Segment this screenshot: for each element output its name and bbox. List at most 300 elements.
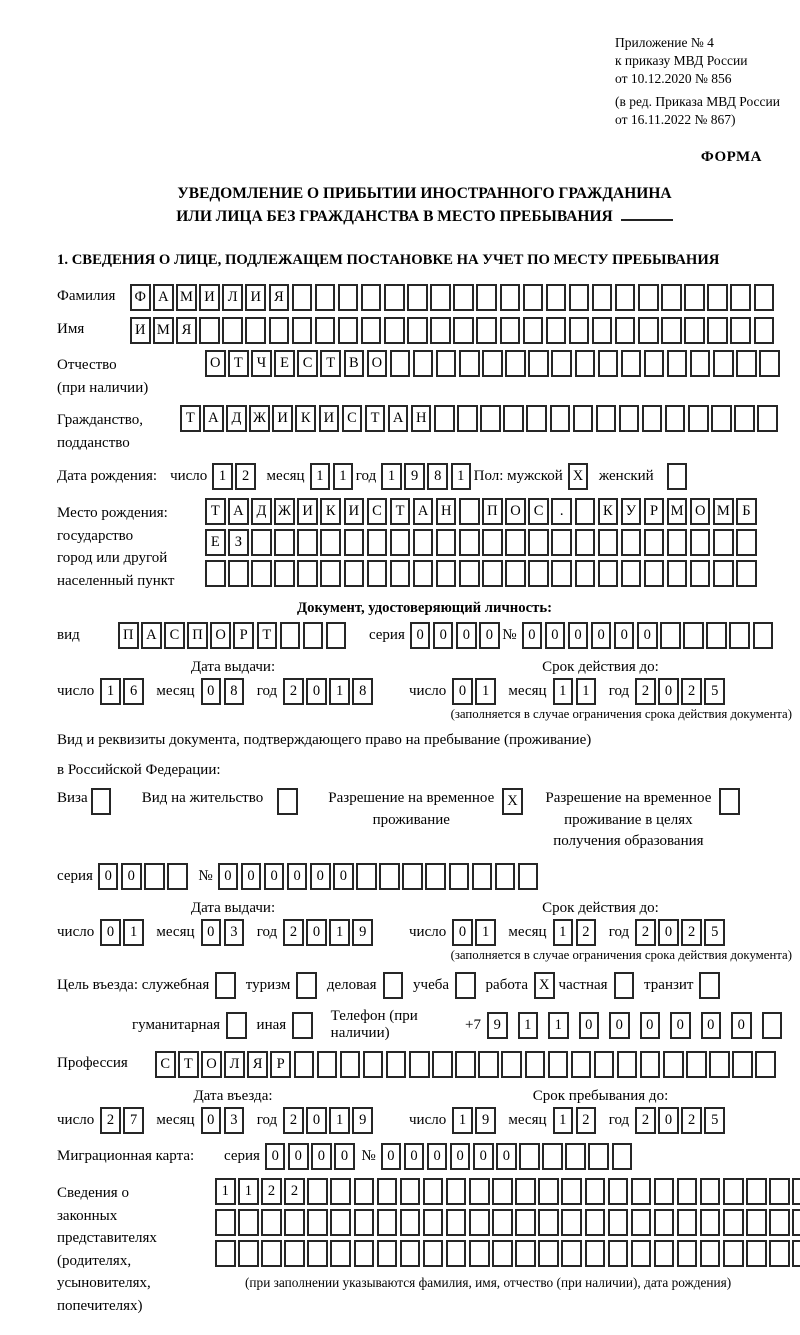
char-cell[interactable]: Е [205,529,226,556]
char-cell[interactable] [608,1240,629,1267]
char-cell[interactable] [621,560,642,587]
char-cell[interactable] [144,863,165,890]
char-cell[interactable] [523,317,544,344]
char-cell[interactable] [280,622,301,649]
char-cell[interactable] [367,560,388,587]
char-cell[interactable] [453,317,474,344]
char-cell[interactable]: И [319,405,340,432]
char-cell[interactable] [707,317,728,344]
char-cell[interactable]: Я [176,317,197,344]
char-cell[interactable] [480,405,501,432]
purpose-official-checkbox[interactable] [215,972,236,999]
char-cell[interactable] [317,1051,338,1078]
purpose-study-checkbox[interactable] [455,972,476,999]
char-cell[interactable] [356,863,377,890]
char-cell[interactable] [711,405,732,432]
char-cell[interactable] [631,1209,652,1236]
char-cell[interactable]: 0 [496,1143,517,1170]
char-cell[interactable] [446,1240,467,1267]
char-cell[interactable] [423,1178,444,1205]
char-cell[interactable] [303,622,324,649]
char-cell[interactable]: 1 [100,678,121,705]
char-cell[interactable]: Д [251,498,272,525]
char-cell[interactable] [476,317,497,344]
char-cell[interactable] [292,317,313,344]
char-cell[interactable] [523,284,544,311]
char-cell[interactable]: 5 [704,678,725,705]
char-cell[interactable]: Л [222,284,243,311]
char-cell[interactable]: 1 [333,463,354,490]
sex-female-checkbox[interactable] [667,463,688,490]
char-cell[interactable]: А [228,498,249,525]
char-cell[interactable]: Ж [249,405,270,432]
char-cell[interactable]: 0 [658,919,679,946]
char-cell[interactable]: 2 [284,1178,305,1205]
char-cell[interactable]: Л [224,1051,245,1078]
char-cell[interactable]: 0 [579,1012,600,1039]
char-cell[interactable] [472,863,493,890]
char-cell[interactable]: Р [233,622,254,649]
char-cell[interactable] [261,1209,282,1236]
char-cell[interactable] [571,1051,592,1078]
char-cell[interactable] [423,1209,444,1236]
char-cell[interactable]: 0 [658,678,679,705]
char-cell[interactable]: 0 [287,863,308,890]
char-cell[interactable] [525,1051,546,1078]
purpose-humanitarian-checkbox[interactable] [226,1012,247,1039]
char-cell[interactable] [338,317,359,344]
char-cell[interactable] [315,317,336,344]
char-cell[interactable]: З [228,529,249,556]
char-cell[interactable] [476,284,497,311]
char-cell[interactable] [330,1178,351,1205]
char-cell[interactable] [548,1051,569,1078]
char-cell[interactable] [575,529,596,556]
char-cell[interactable] [400,1240,421,1267]
char-cell[interactable] [386,1051,407,1078]
char-cell[interactable] [482,560,503,587]
char-cell[interactable]: С [367,498,388,525]
char-cell[interactable]: 0 [591,622,612,649]
char-cell[interactable] [379,863,400,890]
char-cell[interactable] [492,1178,513,1205]
char-cell[interactable] [495,863,516,890]
char-cell[interactable] [663,1051,684,1078]
char-cell[interactable] [759,350,780,377]
char-cell[interactable]: Т [180,405,201,432]
char-cell[interactable]: П [118,622,139,649]
char-cell[interactable] [390,529,411,556]
char-cell[interactable] [644,350,665,377]
char-cell[interactable] [436,529,457,556]
char-cell[interactable] [700,1240,721,1267]
char-cell[interactable] [505,560,526,587]
char-cell[interactable] [519,1143,540,1170]
visa-checkbox[interactable] [91,788,112,815]
char-cell[interactable] [469,1240,490,1267]
char-cell[interactable]: Т [257,622,278,649]
char-cell[interactable] [551,529,572,556]
char-cell[interactable]: 2 [681,919,702,946]
char-cell[interactable] [594,1051,615,1078]
char-cell[interactable]: И [130,317,151,344]
char-cell[interactable] [575,498,596,525]
char-cell[interactable]: 0 [98,863,119,890]
char-cell[interactable]: 1 [452,1107,473,1134]
char-cell[interactable] [377,1209,398,1236]
char-cell[interactable] [598,560,619,587]
char-cell[interactable]: А [153,284,174,311]
char-cell[interactable]: Ф [130,284,151,311]
char-cell[interactable] [723,1178,744,1205]
char-cell[interactable]: 9 [404,463,425,490]
char-cell[interactable] [482,350,503,377]
char-cell[interactable] [615,317,636,344]
purpose-work-checkbox[interactable]: X [534,972,555,999]
char-cell[interactable] [792,1240,800,1267]
char-cell[interactable] [677,1240,698,1267]
char-cell[interactable] [619,405,640,432]
char-cell[interactable]: С [297,350,318,377]
char-cell[interactable] [402,863,423,890]
char-cell[interactable]: 9 [487,1012,508,1039]
char-cell[interactable]: Я [269,284,290,311]
char-cell[interactable] [500,284,521,311]
char-cell[interactable] [284,1209,305,1236]
char-cell[interactable] [755,1051,776,1078]
char-cell[interactable] [455,1051,476,1078]
char-cell[interactable]: О [201,1051,222,1078]
char-cell[interactable]: 0 [427,1143,448,1170]
sex-male-checkbox[interactable]: X [568,463,589,490]
purpose-business-checkbox[interactable] [383,972,404,999]
char-cell[interactable]: А [388,405,409,432]
char-cell[interactable] [384,284,405,311]
char-cell[interactable]: 2 [681,678,702,705]
char-cell[interactable]: 2 [635,1107,656,1134]
char-cell[interactable] [723,1209,744,1236]
char-cell[interactable] [505,529,526,556]
char-cell[interactable] [690,350,711,377]
char-cell[interactable]: 0 [265,1143,286,1170]
char-cell[interactable] [320,529,341,556]
char-cell[interactable]: А [203,405,224,432]
char-cell[interactable] [528,350,549,377]
char-cell[interactable] [251,529,272,556]
char-cell[interactable] [538,1209,559,1236]
char-cell[interactable] [269,317,290,344]
char-cell[interactable] [344,560,365,587]
char-cell[interactable]: 0 [522,622,543,649]
char-cell[interactable]: 0 [241,863,262,890]
char-cell[interactable]: У [621,498,642,525]
char-cell[interactable] [644,529,665,556]
char-cell[interactable] [665,405,686,432]
char-cell[interactable]: 1 [329,1107,350,1134]
char-cell[interactable] [492,1240,513,1267]
char-cell[interactable]: 2 [635,678,656,705]
char-cell[interactable] [754,284,775,311]
char-cell[interactable]: 1 [553,1107,574,1134]
char-cell[interactable]: 0 [731,1012,752,1039]
char-cell[interactable]: 1 [576,678,597,705]
char-cell[interactable] [561,1240,582,1267]
char-cell[interactable] [354,1178,375,1205]
char-cell[interactable] [294,1051,315,1078]
char-cell[interactable] [274,560,295,587]
temp-residence-edu-checkbox[interactable] [719,788,740,815]
char-cell[interactable]: И [272,405,293,432]
char-cell[interactable] [638,317,659,344]
char-cell[interactable] [667,350,688,377]
temp-residence-checkbox[interactable]: X [502,788,523,815]
char-cell[interactable]: 0 [637,622,658,649]
char-cell[interactable] [526,405,547,432]
char-cell[interactable]: О [210,622,231,649]
char-cell[interactable]: 2 [681,1107,702,1134]
char-cell[interactable] [315,284,336,311]
char-cell[interactable] [677,1178,698,1205]
char-cell[interactable]: 2 [635,919,656,946]
char-cell[interactable] [551,350,572,377]
char-cell[interactable]: 0 [201,919,222,946]
char-cell[interactable] [515,1240,536,1267]
char-cell[interactable]: Н [436,498,457,525]
char-cell[interactable] [615,284,636,311]
char-cell[interactable]: С [528,498,549,525]
char-cell[interactable] [409,1051,430,1078]
char-cell[interactable] [340,1051,361,1078]
char-cell[interactable]: 0 [452,919,473,946]
char-cell[interactable]: 9 [352,919,373,946]
char-cell[interactable] [367,529,388,556]
char-cell[interactable] [730,317,751,344]
char-cell[interactable] [700,1178,721,1205]
char-cell[interactable]: 0 [568,622,589,649]
char-cell[interactable] [588,1143,609,1170]
char-cell[interactable]: 0 [218,863,239,890]
char-cell[interactable]: 0 [306,1107,327,1134]
char-cell[interactable] [338,284,359,311]
char-cell[interactable]: 1 [329,919,350,946]
char-cell[interactable] [608,1178,629,1205]
char-cell[interactable] [677,1209,698,1236]
char-cell[interactable] [709,1051,730,1078]
char-cell[interactable] [384,317,405,344]
char-cell[interactable]: 1 [215,1178,236,1205]
char-cell[interactable] [436,560,457,587]
char-cell[interactable] [690,529,711,556]
char-cell[interactable] [425,863,446,890]
char-cell[interactable] [307,1209,328,1236]
char-cell[interactable] [538,1240,559,1267]
char-cell[interactable]: Ж [274,498,295,525]
char-cell[interactable]: 0 [333,863,354,890]
char-cell[interactable] [446,1209,467,1236]
char-cell[interactable]: Т [320,350,341,377]
char-cell[interactable]: 9 [352,1107,373,1134]
char-cell[interactable]: И [245,284,266,311]
char-cell[interactable]: 5 [704,919,725,946]
char-cell[interactable] [538,1178,559,1205]
char-cell[interactable] [592,284,613,311]
char-cell[interactable] [753,622,774,649]
char-cell[interactable] [251,560,272,587]
char-cell[interactable] [565,1143,586,1170]
char-cell[interactable] [515,1178,536,1205]
char-cell[interactable] [457,405,478,432]
char-cell[interactable] [792,1178,800,1205]
char-cell[interactable] [561,1209,582,1236]
purpose-other-checkbox[interactable] [292,1012,313,1039]
char-cell[interactable] [729,622,750,649]
char-cell[interactable] [363,1051,384,1078]
char-cell[interactable]: 0 [306,678,327,705]
char-cell[interactable]: С [342,405,363,432]
char-cell[interactable] [746,1178,767,1205]
char-cell[interactable] [617,1051,638,1078]
char-cell[interactable] [459,560,480,587]
char-cell[interactable] [736,350,757,377]
char-cell[interactable] [407,284,428,311]
char-cell[interactable] [546,284,567,311]
char-cell[interactable]: 6 [123,678,144,705]
char-cell[interactable] [228,560,249,587]
char-cell[interactable]: 0 [479,622,500,649]
char-cell[interactable] [644,560,665,587]
char-cell[interactable]: 2 [576,1107,597,1134]
char-cell[interactable]: 3 [224,1107,245,1134]
char-cell[interactable] [585,1240,606,1267]
char-cell[interactable] [569,317,590,344]
char-cell[interactable]: 0 [264,863,285,890]
char-cell[interactable]: 1 [553,919,574,946]
char-cell[interactable]: 1 [548,1012,569,1039]
char-cell[interactable]: 0 [381,1143,402,1170]
char-cell[interactable] [640,1051,661,1078]
purpose-tourism-checkbox[interactable] [296,972,317,999]
char-cell[interactable]: 0 [201,678,222,705]
purpose-transit-checkbox[interactable] [699,972,720,999]
char-cell[interactable] [762,1012,783,1039]
char-cell[interactable]: 0 [404,1143,425,1170]
char-cell[interactable] [686,1051,707,1078]
purpose-private-checkbox[interactable] [614,972,635,999]
char-cell[interactable]: 2 [261,1178,282,1205]
char-cell[interactable] [550,405,571,432]
char-cell[interactable]: О [505,498,526,525]
char-cell[interactable] [413,529,434,556]
char-cell[interactable] [423,1240,444,1267]
char-cell[interactable]: Р [644,498,665,525]
char-cell[interactable]: И [297,498,318,525]
char-cell[interactable]: 0 [201,1107,222,1134]
char-cell[interactable] [274,529,295,556]
char-cell[interactable] [621,350,642,377]
char-cell[interactable] [238,1209,259,1236]
char-cell[interactable] [482,529,503,556]
char-cell[interactable] [446,1178,467,1205]
char-cell[interactable] [792,1209,800,1236]
char-cell[interactable] [754,317,775,344]
char-cell[interactable] [413,350,434,377]
char-cell[interactable] [638,284,659,311]
char-cell[interactable] [518,863,539,890]
char-cell[interactable]: 0 [456,622,477,649]
char-cell[interactable] [501,1051,522,1078]
char-cell[interactable] [569,284,590,311]
char-cell[interactable] [660,622,681,649]
char-cell[interactable] [713,560,734,587]
char-cell[interactable] [573,405,594,432]
char-cell[interactable] [769,1209,790,1236]
char-cell[interactable]: 0 [433,622,454,649]
char-cell[interactable]: 0 [452,678,473,705]
char-cell[interactable] [661,284,682,311]
char-cell[interactable] [400,1178,421,1205]
char-cell[interactable]: П [187,622,208,649]
char-cell[interactable]: В [344,350,365,377]
char-cell[interactable] [377,1178,398,1205]
char-cell[interactable] [654,1240,675,1267]
char-cell[interactable] [769,1178,790,1205]
char-cell[interactable]: М [176,284,197,311]
char-cell[interactable]: 1 [475,678,496,705]
char-cell[interactable] [390,560,411,587]
char-cell[interactable] [585,1178,606,1205]
residence-permit-checkbox[interactable] [277,788,298,815]
char-cell[interactable] [746,1209,767,1236]
char-cell[interactable] [515,1209,536,1236]
char-cell[interactable]: 1 [329,678,350,705]
char-cell[interactable] [361,284,382,311]
char-cell[interactable] [612,1143,633,1170]
char-cell[interactable] [199,317,220,344]
char-cell[interactable]: 9 [475,1107,496,1134]
char-cell[interactable]: Т [228,350,249,377]
char-cell[interactable]: 2 [283,919,304,946]
char-cell[interactable] [598,350,619,377]
char-cell[interactable] [654,1209,675,1236]
char-cell[interactable]: 1 [518,1012,539,1039]
char-cell[interactable] [730,284,751,311]
char-cell[interactable]: 0 [701,1012,722,1039]
char-cell[interactable] [459,350,480,377]
char-cell[interactable] [459,498,480,525]
char-cell[interactable] [706,622,727,649]
char-cell[interactable]: 0 [410,622,431,649]
char-cell[interactable]: Т [178,1051,199,1078]
char-cell[interactable]: 2 [576,919,597,946]
char-cell[interactable]: Р [270,1051,291,1078]
char-cell[interactable]: Т [365,405,386,432]
char-cell[interactable]: К [598,498,619,525]
char-cell[interactable] [746,1240,767,1267]
char-cell[interactable] [642,405,663,432]
char-cell[interactable] [307,1178,328,1205]
char-cell[interactable]: 8 [352,678,373,705]
char-cell[interactable]: 0 [658,1107,679,1134]
char-cell[interactable]: 2 [235,463,256,490]
char-cell[interactable]: Т [205,498,226,525]
char-cell[interactable] [434,405,455,432]
char-cell[interactable] [690,560,711,587]
char-cell[interactable] [503,405,524,432]
char-cell[interactable]: 0 [670,1012,691,1039]
char-cell[interactable]: . [551,498,572,525]
char-cell[interactable]: 8 [224,678,245,705]
char-cell[interactable]: 0 [334,1143,355,1170]
